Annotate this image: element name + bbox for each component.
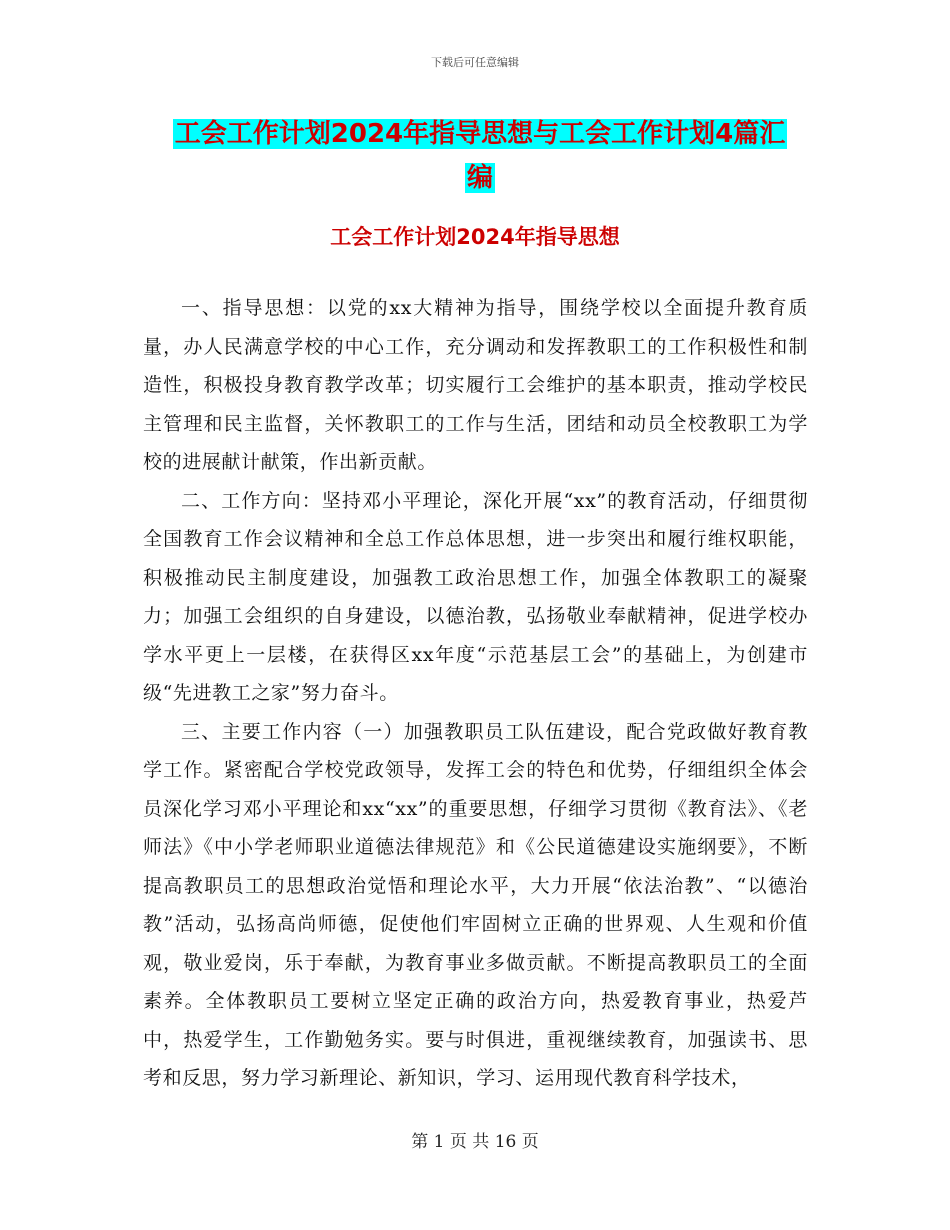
header-note: 下载后可任意编辑 bbox=[431, 56, 519, 69]
section-title: 工会工作计划2024年指导思想 bbox=[330, 225, 620, 249]
paragraph-main-content: 三、主要工作内容（一）加强教职员工队伍建设，配合党政做好教育教学工作。紧密配合学校党政领导，发挥工会的特色和优势，仔细组织全体会员深化学习邓小平理论和xx“xx”的重要思想，仔细学习贯彻《教育法》、《老师法》《中小学老师职业道德法律规范》和《公民道德建设实施纲要》，不断提高教职员工的思想政治觉悟和理论水平，大力开展“依法治教”、“以德治教”活动，弘扬高尚师德，促使他们牢固树立正确的世界观、人生观和价值观，敬业爱岗，乐于奉献，为教育事业多做贡献。不断提高教职员工的全面素养。全体教职员工要树立坚定正确的政治方向，热爱教育事业，热爱芦中，热爱学生，工作勤勉务实。要与时俱进，重视继续教育，加强读书、思考和反思，努力学习新理论、新知识，学习、运用现代教育科学技术， bbox=[143, 720, 808, 1089]
paragraph-work-direction: 二、工作方向：坚持邓小平理论，深化开展“xx”的教育活动，仔细贯彻全国教育工作会议精神和全总工作总体思想，进一步突出和履行维权职能，积极推动民主制度建设，加强教工政治思想工作，加强全体教职工的凝聚力；加强工会组织的自身建设，以德治教，弘扬敬业奉献精神，促进学校办学水平更上一层楼，在获得区xx年度“示范基层工会”的基础上，为创建市级“先进教工之家”努力奋斗。 bbox=[143, 489, 808, 704]
title-line-1: 工会工作计划2024年指导思想与工会工作计划4篇汇 bbox=[174, 119, 786, 149]
page-number-footer: 第 1 页 共 16 页 bbox=[411, 1132, 539, 1152]
paragraph-guiding-ideology: 一、指导思想：以党的xx大精神为指导，围绕学校以全面提升教育质量，办人民满意学校的中心工作，充分调动和发挥教职工的工作积极性和制造性，积极投身教育教学改革；切实履行工会维护的基本职责，推动学校民主管理和民主监督，关怀教职工的工作与生活，团结和动员全校教职工为学校的进展献计献策，作出新贡献。 bbox=[143, 297, 808, 473]
document-title bbox=[140, 112, 820, 200]
title-line-2: 编 bbox=[466, 163, 493, 193]
document-body bbox=[143, 289, 808, 1098]
